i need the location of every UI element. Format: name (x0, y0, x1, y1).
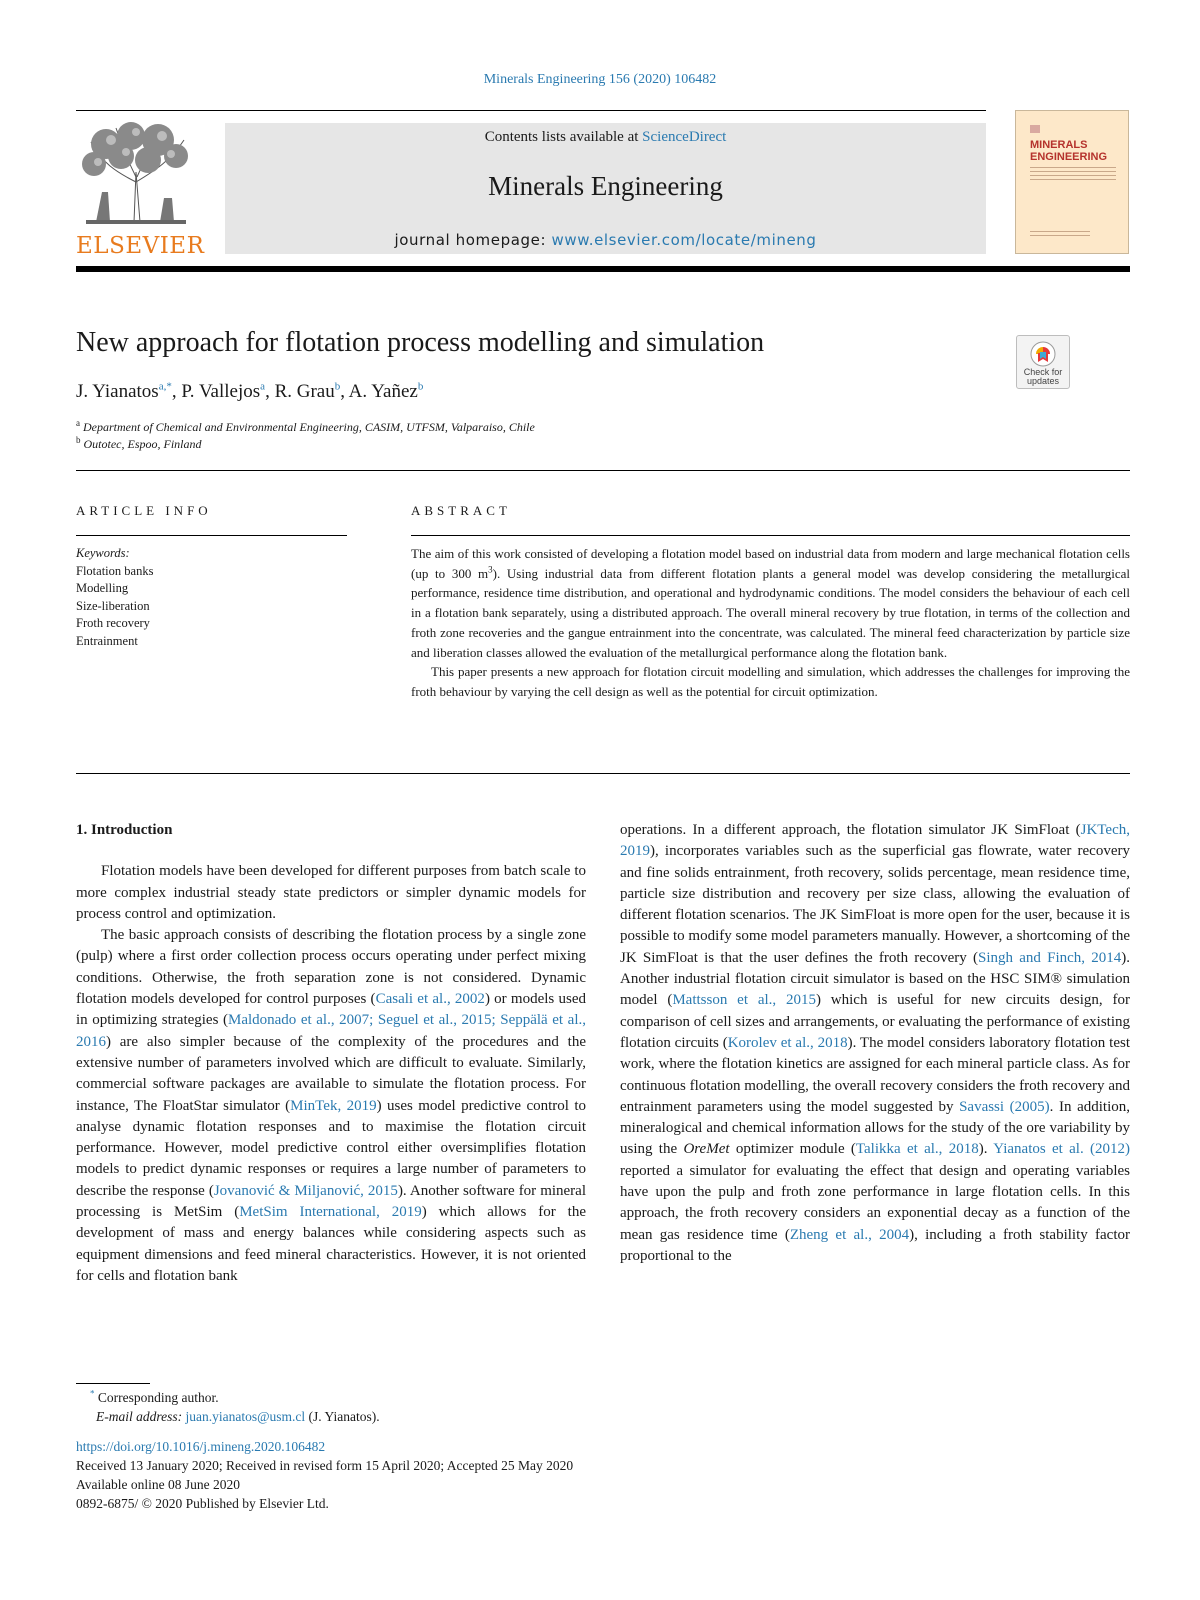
footnote-rule (76, 1383, 150, 1384)
header-thick-rule (76, 266, 1130, 272)
author-affiliation-mark[interactable]: a,* (158, 380, 172, 393)
journal-cover-thumbnail[interactable] (1015, 110, 1129, 254)
abstract-divider (76, 773, 1130, 774)
body-text-run: ) are also simpler because of the complexity of the procedures and the extensive number of parameters involved which are difficult to evaluate. Similarly, commercial software packages are available to simulate the flotation process. For instance, The FloatStar simulator ( (76, 1033, 586, 1114)
journal-title: Minerals Engineering (488, 171, 723, 201)
citation-link[interactable]: MetSim International, 2019 (239, 1204, 422, 1221)
elsevier-tree-logo-icon (76, 122, 196, 226)
affiliation-text: Outotec, Espoo, Finland (83, 437, 202, 451)
body-text-run: ). The model considers laboratory flotation test work, where the flotation kinetics are assigned for each mineral particle class. As for continuous flotation modelling, the overall recovery considers the froth recovery and entrainment parameters using the model suggested by (620, 1034, 1131, 1115)
crossmark-label (1017, 368, 1069, 386)
body-text-run: ). (978, 1141, 994, 1158)
received-dates: Received 13 January 2020; Received in revised form 15 April 2020; Accepted 25 May 2020 (76, 1458, 574, 1473)
citation-link[interactable]: JKTech, 2019 (620, 822, 1130, 860)
body-column-right (620, 820, 1130, 1267)
keyword-item: Size-liberation (76, 598, 150, 613)
article-info-rule (76, 535, 347, 536)
cover-subtitle-lines (1030, 167, 1116, 181)
keyword-item: Froth recovery (76, 616, 150, 631)
crossmark-icon (1030, 341, 1056, 367)
crossmark-label-line1: Check for (1023, 367, 1063, 377)
author-name[interactable]: J. Yianatos (76, 381, 159, 402)
publication-info (76, 1437, 573, 1513)
abstract-text (411, 544, 1130, 702)
body-text-run: ) or models used in optimizing strategies ( (76, 991, 586, 1029)
footnote-mark: * (90, 1388, 95, 1399)
elsevier-wordmark: ELSEVIER (76, 233, 205, 259)
software-name: OreMet (683, 1141, 730, 1158)
section-heading-introduction: 1. Introduction (76, 822, 173, 838)
keyword-item: Modelling (76, 581, 129, 596)
email-owner: (J. Yianatos). (305, 1409, 380, 1424)
cover-title (1030, 139, 1107, 163)
author-affiliation-mark[interactable]: a (260, 380, 266, 393)
abstract-paragraph (411, 544, 1130, 662)
check-for-updates-button[interactable] (1016, 335, 1070, 389)
title-divider (76, 470, 1130, 471)
abstract-text-run: The aim of this work consisted of developing a flotation model based on industrial data from modern and large mechanical flotation cells (up to 300 m (411, 546, 1130, 581)
sciencedirect-link[interactable]: ScienceDirect (642, 129, 727, 145)
citation-link[interactable]: Maldonado et al., 2007; Seguel et al., 2015; Seppälä et al., 2016 (76, 1012, 586, 1050)
cover-footer-lines (1030, 231, 1090, 239)
keywords-label: Keywords: (76, 546, 130, 560)
journal-header-panel (225, 123, 986, 254)
affiliation-text: Department of Chemical and Environmental Engineering, CASIM, UTFSM, Valparaiso, Chile (83, 420, 535, 434)
affiliation-mark: b (76, 435, 81, 445)
author-affiliation-mark[interactable]: b (417, 380, 424, 393)
crossmark-label-line2: updates (1026, 376, 1060, 386)
affiliation-mark: a (76, 418, 80, 428)
journal-citation-link[interactable]: Minerals Engineering 156 (2020) 106482 (483, 72, 717, 87)
superscript: 3 (488, 564, 493, 575)
body-text-run: ), including a froth stability factor proportional to the (620, 1226, 1130, 1264)
keyword-item: Flotation banks (76, 563, 154, 578)
keyword-item: Entrainment (76, 633, 138, 648)
author-name[interactable]: A. Yañez (348, 381, 418, 402)
doi-link[interactable]: https://doi.org/10.1016/j.mineng.2020.106482 (76, 1439, 326, 1454)
article-info-heading: ARTICLE INFO (76, 503, 212, 518)
abstract-text-run: ). Using industrial data from different flotation plants a general model was develop considering the metallurgical performance, residence time distribution, and operational and hydrodynamic conditions. The model considers the behaviour of each cell in a flotation bank separately, using a distributed approach. The overall mineral recovery by true flotation, in terms of the collection and froth zone recoveries and the gangue entrainment into the concentrate, was calculated. The mineral feed characterization by particle size and liberation classes allowed the evaluation of the metallurgical performance along the flotation bank. (411, 565, 1130, 660)
body-paragraph: Flotation models have been developed for different purposes from batch scale to more complex industrial steady state predictors or simpler dynamic models for process control and optimization. (76, 863, 586, 922)
author-name[interactable]: R. Grau (274, 381, 335, 402)
affiliation-a (76, 420, 535, 435)
affiliation-b (76, 437, 201, 452)
body-text-run: ) which allows for the development of mass and energy balances while considering aspects such as equipment dimensions and feed mineral characteristics. However, it is not oriented for cells and flotation bank (76, 1204, 586, 1284)
journal-homepage-line (225, 231, 986, 249)
copyright-line: 0892-6875/ © 2020 Published by Elsevier Ltd. (76, 1496, 329, 1511)
body-text-run: ). Another software for mineral processing is MetSim ( (76, 1182, 587, 1221)
citation-link[interactable]: Korolev et al., 2018 (727, 1034, 848, 1051)
citation-link[interactable]: Zheng et al., 2004 (789, 1226, 910, 1243)
body-text-run: ). Another industrial flotation circuit simulator is based on the HSC SIM® simulation model ( (620, 949, 1130, 1009)
cover-title-line2: ENGINEERING (1030, 151, 1108, 163)
body-text-run: reported a simulator for evaluating the effect that design and operating variables have upon the pulp and froth zone performance in large flotation cells. In this approach, the froth recovery considers an exponential decay as a function of the mean gas residence time ( (620, 1162, 1130, 1243)
author-affiliation-mark[interactable]: b (334, 380, 341, 393)
email-label: E-mail address: (96, 1409, 183, 1424)
body-text-run: The basic approach consists of describing the flotation process by a single zone (pulp) where a first order collection process occurs operating under perfect mixing conditions. Otherwise, the froth separation zone is not considered. Dynamic flotation models developed for control purposes ( (76, 927, 586, 1008)
homepage-link[interactable]: www.elsevier.com/locate/mineng (551, 231, 817, 249)
body-text-run: ), incorporates variables such as the superficial gas flowrate, water recovery and fine solids entrainment, froth recovery, solids percentage, mean residence time, particle size distribution and recovery per size class, allowing the evaluation of different flotation scenarios. The JK SimFloat is more open for the user, because it is possible to modify some model parameters manually. However, a shortcoming of the JK SimFloat is that the user defines the froth recovery ( (620, 843, 1130, 966)
citation-link[interactable]: Savassi (2005) (959, 1098, 1050, 1115)
body-paragraph (76, 925, 586, 1287)
citation-link[interactable]: Yianatos et al. (2012) (993, 1141, 1130, 1158)
body-text-run: ) which is useful for new circuits design, for comparison of cell sizes and arrangements, or evaluating the performance of existing flotation circuits ( (620, 992, 1130, 1051)
citation-link[interactable]: MinTek, 2019 (290, 1097, 377, 1114)
article-title: New approach for flotation process modelling and simulation (76, 327, 765, 358)
email-link[interactable]: juan.yianatos@usm.cl (185, 1409, 306, 1424)
body-paragraph (620, 820, 1130, 1267)
corresponding-author-text: Corresponding author. (97, 1390, 219, 1405)
body-text-run: optimizer module ( (729, 1141, 856, 1158)
body-text-run: operations. In a different approach, the flotation simulator JK SimFloat ( (620, 822, 1081, 838)
author-name[interactable]: P. Vallejos (181, 381, 261, 402)
homepage-prefix: journal homepage: (394, 231, 552, 249)
elsevier-logo[interactable] (76, 122, 205, 259)
body-column-left (76, 820, 586, 1287)
corresponding-author-note (90, 1390, 219, 1406)
contents-prefix: Contents lists available at (484, 129, 643, 145)
cover-title-line1: MINERALS (1030, 139, 1088, 151)
citation-link[interactable]: Jovanović & Miljanović, 2015 (213, 1182, 398, 1199)
citation-link[interactable]: Singh and Finch, 2014 (977, 949, 1122, 966)
citation-link[interactable]: Mattsson et al., 2015 (672, 992, 816, 1009)
contents-available-line (225, 129, 986, 146)
keywords-block (76, 545, 153, 651)
citation-link[interactable]: Talikka et al., 2018 (855, 1141, 979, 1158)
abstract-rule (411, 535, 1130, 536)
body-text-run: ) uses model predictive control to analyse dynamic flotation responses and to maximise the flotation circuit performance. However, model predictive control either oversimplifies flotation models to predict dynamic responses or requires a large number of parameters to describe the response ( (76, 1097, 586, 1199)
cover-publisher-mark (1030, 125, 1040, 133)
available-online-date: Available online 08 June 2020 (76, 1477, 240, 1492)
citation-link[interactable]: Casali et al., 2002 (375, 991, 485, 1008)
header-top-rule (76, 110, 986, 111)
email-note (96, 1409, 380, 1425)
body-text-run: . In addition, mineralogical and chemical information allows for the study of the ore variability by using the (620, 1098, 1130, 1158)
abstract-heading: ABSTRACT (411, 503, 511, 518)
abstract-paragraph: This paper presents a new approach for flotation circuit modelling and simulation, which addresses the challenges for improving the froth behaviour by varying the cell design as well as the potential for circuit optimization. (411, 664, 1130, 699)
author-list: J. Yianatos$^{a,*}$, P. Vallejos$^a$, R. Grau$^b$, A. Yañez$^b$ (76, 380, 424, 402)
